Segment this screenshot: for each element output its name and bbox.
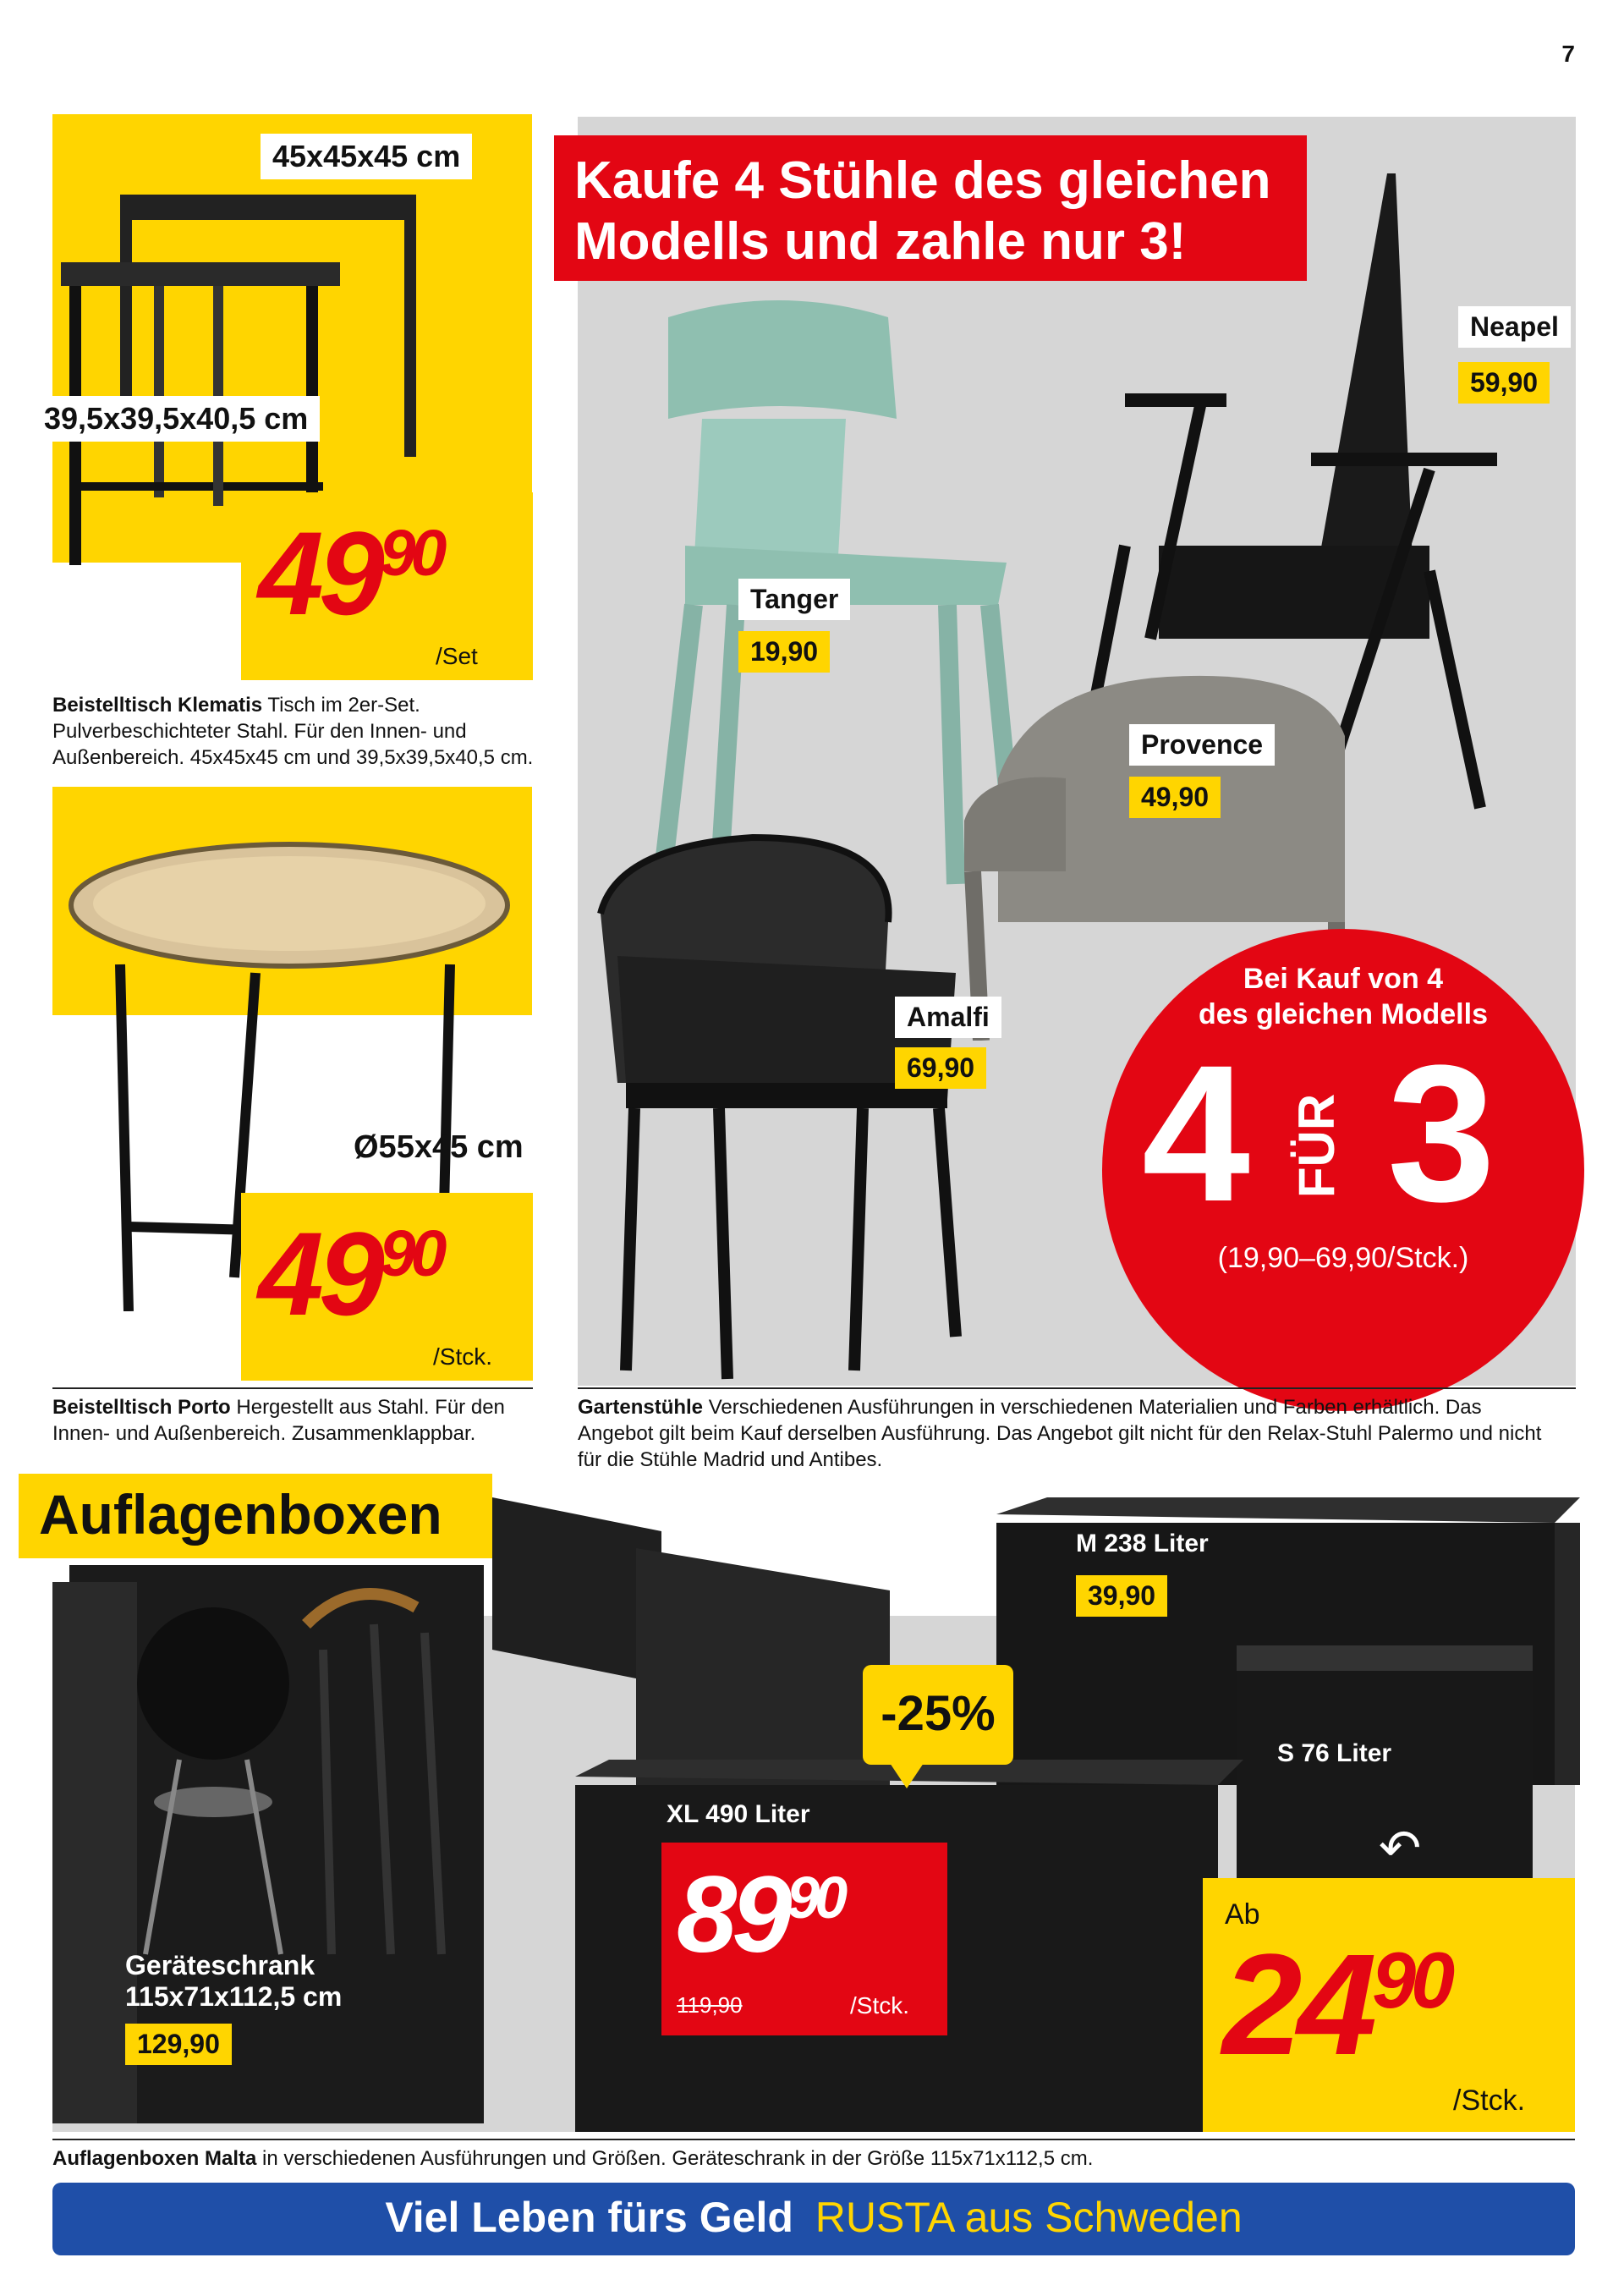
promo-badge-left: 4	[1142, 1024, 1250, 1242]
klematis-price-int: 49	[258, 507, 380, 640]
promo-headline-line1: Kaufe 4 Stühle des gleichen	[574, 151, 1271, 210]
ab-price	[1222, 1925, 1451, 2085]
klematis-price	[258, 507, 442, 640]
promo-badge-right: 3	[1387, 1024, 1495, 1242]
klematis-unit: /Set	[436, 643, 478, 669]
porto-price-dec: 90	[379, 1217, 442, 1290]
ab-unit: /Stck.	[1453, 2085, 1526, 2117]
discount-bubble-tail	[890, 1763, 924, 1788]
provence-label: Provence	[1129, 724, 1275, 766]
xl-unit: /Stck.	[850, 1992, 910, 2019]
amalfi-price: 69,90	[895, 1047, 986, 1089]
boxes-rule	[52, 2139, 1575, 2140]
neapel-label: Neapel	[1458, 306, 1571, 348]
promo-badge-line2: des gleichen Modells	[1199, 998, 1488, 1030]
promo-badge-range: (19,90–69,90/Stck.)	[1217, 1242, 1469, 1274]
tanger-price: 19,90	[738, 631, 830, 673]
provence-price: 49,90	[1129, 777, 1221, 818]
footer-slogan: Viel Leben fürs Geld	[385, 2194, 793, 2241]
amalfi-chair-image	[584, 829, 1007, 1387]
ab-label: Ab	[1225, 1898, 1260, 1931]
geraeteschrank-price: 129,90	[125, 2024, 232, 2065]
chairs-rule	[578, 1387, 1576, 1389]
porto-price-int: 49	[258, 1207, 380, 1340]
amalfi-label: Amalfi	[895, 997, 1001, 1038]
klematis-dim-large: 45x45x45 cm	[261, 134, 472, 179]
porto-description	[52, 1394, 535, 1447]
ab-price-int: 24	[1222, 1925, 1373, 2085]
chairs-desc-text: Verschiedenen Ausführungen in verschiedenen Materialien und Farben erhältlich. Das Angebot gilt beim Kauf derselben Ausführung. Das Angebot gilt nicht für den Relax-Stuhl Palermo und nicht für die Stühle Madrid und Antibes.	[578, 1396, 1542, 1472]
s-box-label: S 76 Liter	[1277, 1739, 1392, 1767]
klematis-description	[52, 692, 535, 772]
klematis-price-dec: 90	[379, 516, 442, 590]
arrow-icon: ↶	[1379, 1820, 1422, 1876]
klematis-desc-title: Beistelltisch Klematis	[52, 694, 263, 717]
boxes-desc-title: Auflagenboxen Malta	[52, 2147, 257, 2170]
xl-price-dec: 90	[787, 1865, 843, 1931]
neapel-price: 59,90	[1458, 362, 1550, 404]
porto-price	[258, 1207, 442, 1340]
tanger-label: Tanger	[738, 579, 850, 620]
chairs-desc-title: Gartenstühle	[578, 1396, 704, 1419]
xl-price	[677, 1854, 843, 1975]
footer-text	[52, 2193, 1575, 2242]
boxes-title: Auflagenboxen	[39, 1483, 442, 1546]
xl-old-price: 119,90	[677, 1992, 743, 2018]
chairs-description	[578, 1394, 1550, 1474]
xl-box-label: XL 490 Liter	[667, 1800, 810, 1828]
page-number: 7	[1561, 41, 1575, 67]
klematis-desc-text: Tisch im 2er-Set. Pulverbeschichteter Stahl. Für den Innen- und Außenbereich. 45x45x45 cm und 39,5x39,5x40,5 cm.	[52, 694, 534, 770]
ab-price-dec: 90	[1372, 1936, 1451, 2025]
footer-brand: RUSTA aus Schweden	[815, 2194, 1243, 2241]
porto-desc-text: Hergestellt aus Stahl. Für den Innen- und Außenbereich. Zusammenklappbar.	[52, 1396, 505, 1446]
klematis-dim-small: 39,5x39,5x40,5 cm	[32, 396, 320, 442]
promo-badge-line1: Bei Kauf von 4	[1243, 963, 1444, 995]
xl-price-int: 89	[677, 1854, 787, 1975]
porto-desc-title: Beistelltisch Porto	[52, 1396, 231, 1419]
boxes-desc-text: in verschiedenen Ausführungen und Größen. Geräteschrank in der Größe 115x71x112,5 cm.	[256, 2147, 1094, 2170]
boxes-description	[52, 2145, 1575, 2172]
porto-unit: /Stck.	[433, 1343, 493, 1370]
m-box-label: M 238 Liter	[1076, 1530, 1209, 1557]
promo-badge-mid: FÜR	[1288, 1093, 1346, 1199]
porto-dim: Ø55x45 cm	[354, 1129, 524, 1165]
porto-rule	[52, 1387, 533, 1389]
promo-headline-line2: Modells und zahle nur 3!	[574, 212, 1187, 271]
geraeteschrank-line2: 115x71x112,5 cm	[125, 1981, 343, 2012]
discount-text: -25%	[881, 1686, 996, 1741]
m-box-price: 39,90	[1076, 1575, 1167, 1617]
geraeteschrank-line1: Geräteschrank	[125, 1950, 315, 1980]
